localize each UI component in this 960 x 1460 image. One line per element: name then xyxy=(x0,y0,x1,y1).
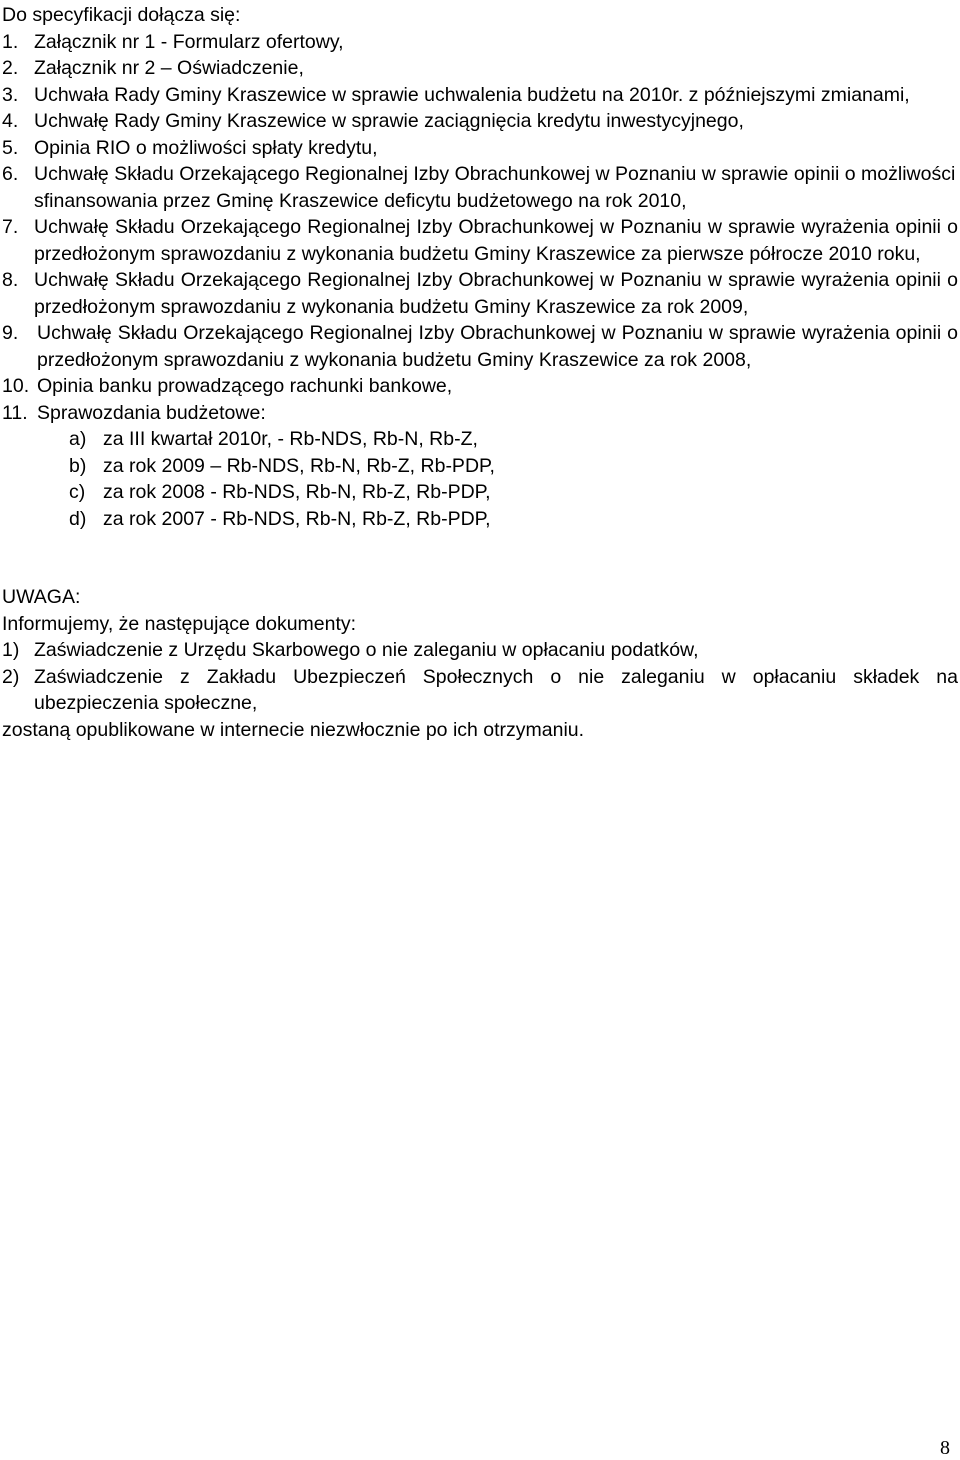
list-item xyxy=(2,55,958,82)
sublist-item xyxy=(2,453,958,480)
list-item-number: 8. xyxy=(2,269,19,291)
note-intro: Informujemy, że następujące dokumenty: xyxy=(2,612,357,635)
list-item-number: 6. xyxy=(2,163,19,185)
list-item-text: Opinia banku prowadzącego rachunki bankowe, xyxy=(37,375,453,397)
list-item-text: Uchwałę Składu Orzekającego Regionalnej Izby Obrachunkowej w Poznaniu w sprawie opinii o możliwości sfinansowania przez Gminę Kraszewice deficytu budżetowego na rok 2010, xyxy=(34,163,956,212)
list-item-number: 9. xyxy=(2,322,19,344)
list-item xyxy=(2,400,958,427)
list-item-text: Uchwałę Rady Gminy Kraszewice w sprawie zaciągnięcia kredytu inwestycyjnego, xyxy=(34,110,744,132)
attachments-intro: Do specyfikacji dołącza się: xyxy=(2,4,241,26)
list-item xyxy=(2,214,958,267)
sublist-item-text: za rok 2009 – Rb-NDS, Rb-N, Rb-Z, Rb-PDP, xyxy=(103,454,495,477)
list-item-text: Sprawozdania budżetowe: xyxy=(37,401,266,424)
list-item-number: 5. xyxy=(2,136,19,159)
list-item-text: Uchwała Rady Gminy Kraszewice w sprawie uchwalenia budżetu na 2010r. z późniejszymi zmianami, xyxy=(34,83,910,106)
note-point-text: Zaświadczenie z Zakładu Ubezpieczeń Społecznych o nie zaleganiu w opłacaniu składek na ubezpieczenia społeczne, xyxy=(34,665,958,714)
list-item-number: 11. xyxy=(2,401,28,424)
sublist-item xyxy=(2,506,958,533)
list-item xyxy=(2,29,958,56)
sublist-item-text: za rok 2007 - Rb-NDS, Rb-N, Rb-Z, Rb-PDP, xyxy=(103,507,491,530)
list-item xyxy=(2,108,958,135)
page-number: 8 xyxy=(940,1437,950,1459)
budget-reports-sublist xyxy=(2,426,958,532)
list-item-number: 10. xyxy=(2,375,30,397)
sublist-item xyxy=(2,479,958,506)
list-item-number: 3. xyxy=(2,83,19,106)
list-item-text: Uchwałę Składu Orzekającego Regionalnej Izby Obrachunkowej w Poznaniu w sprawie wyrażenia opinii o przedłożonym sprawozdaniu z wykonania budżetu Gminy Kraszewice za pierwsze półrocze 2010 roku, xyxy=(34,216,958,265)
attachments-list xyxy=(2,29,958,533)
list-item-number: 1. xyxy=(2,30,19,53)
sublist-item-letter: b) xyxy=(69,454,87,477)
sublist-item-letter: a) xyxy=(69,428,87,450)
list-item xyxy=(2,373,958,400)
list-item-number: 4. xyxy=(2,110,19,132)
list-item xyxy=(2,161,958,214)
note-point-number: 2) xyxy=(2,665,20,688)
note-closing: zostaną opublikowane w internecie niezwłocznie po ich otrzymaniu. xyxy=(2,718,585,741)
list-item-text: Załącznik nr 1 - Formularz ofertowy, xyxy=(34,30,344,53)
note-point-number: 1) xyxy=(2,639,20,661)
section-spacer xyxy=(2,532,958,584)
list-item-number: 2. xyxy=(2,57,19,79)
list-item xyxy=(2,320,958,373)
note-heading: UWAGA: xyxy=(2,586,81,608)
note-point xyxy=(2,637,958,664)
sublist-item-letter: d) xyxy=(69,507,87,530)
list-item xyxy=(2,267,958,320)
sublist-item xyxy=(2,426,958,453)
list-item-number: 7. xyxy=(2,216,19,238)
list-item-text: Opinia RIO o możliwości spłaty kredytu, xyxy=(34,136,378,159)
note-section xyxy=(2,584,958,743)
list-item xyxy=(2,82,958,109)
sublist-item-letter: c) xyxy=(69,481,86,503)
list-item-text: Załącznik nr 2 – Oświadczenie, xyxy=(34,57,304,79)
note-point xyxy=(2,664,958,717)
list-item-text: Uchwałę Składu Orzekającego Regionalnej Izby Obrachunkowej w Poznaniu w sprawie wyrażenia opinii o przedłożonym sprawozdaniu z wykonania budżetu Gminy Kraszewice za rok 2009, xyxy=(34,269,958,318)
sublist-item-text: za III kwartał 2010r, - Rb-NDS, Rb-N, Rb-Z, xyxy=(103,428,478,450)
list-item-text: Uchwałę Składu Orzekającego Regionalnej Izby Obrachunkowej w Poznaniu w sprawie wyrażenia opinii o przedłożonym sprawozdaniu z wykonania budżetu Gminy Kraszewice za rok 2008, xyxy=(37,322,958,371)
note-point-text: Zaświadczenie z Urzędu Skarbowego o nie zaleganiu w opłacaniu podatków, xyxy=(34,639,699,661)
list-item xyxy=(2,135,958,162)
sublist-item-text: za rok 2008 - Rb-NDS, Rb-N, Rb-Z, Rb-PDP, xyxy=(103,481,491,503)
document-body xyxy=(2,2,958,743)
